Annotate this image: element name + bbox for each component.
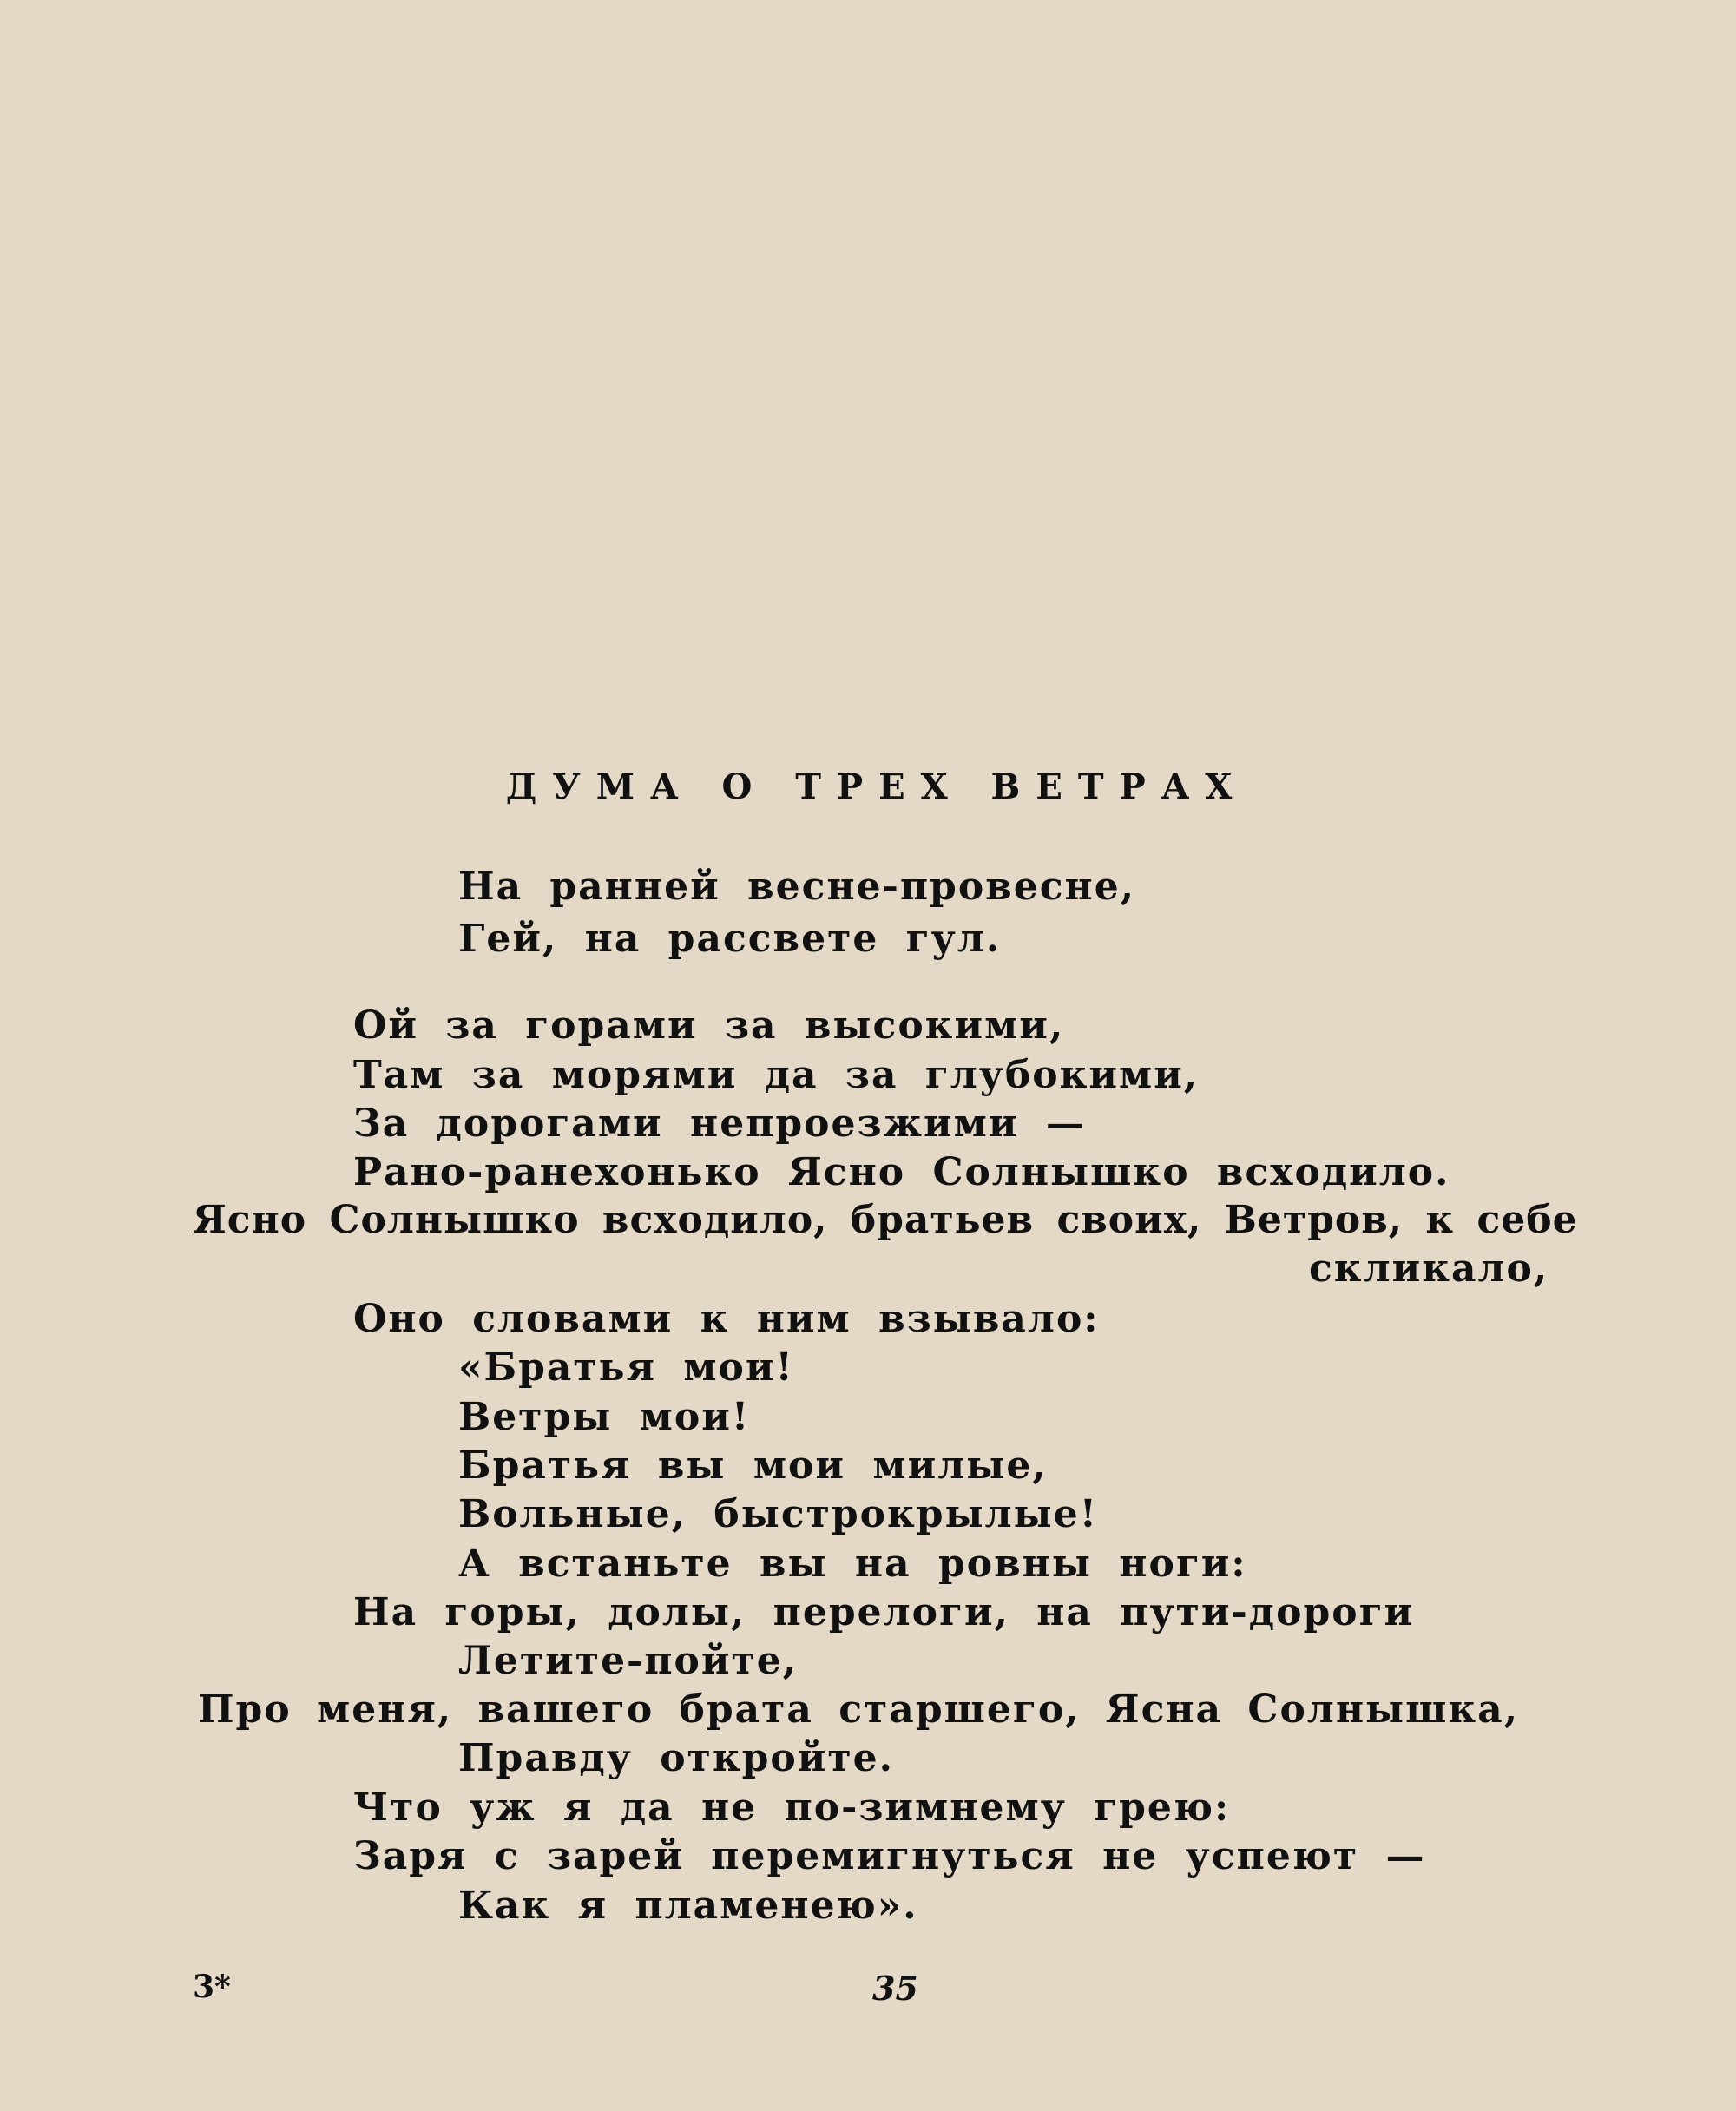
poem-line: Как я пламенею». [458, 1884, 918, 1928]
poem-title: ДУМА О ТРЕХ ВЕТРАХ [505, 766, 1248, 807]
poem-line: А встаньте вы на ровны ноги: [458, 1542, 1247, 1586]
poem-line: Про меня, вашего брата старшего, Ясна Солнышка, [198, 1687, 1520, 1732]
poem-line: Ясно Солнышко всходило, братьев своих, Ветров, к себе [193, 1198, 1578, 1242]
poem-line: На горы, долы, перелоги, на пути-дороги [353, 1590, 1415, 1634]
poem-line: Летите-пойте, [458, 1639, 799, 1683]
poem-line-continuation: скликало, [1309, 1246, 1549, 1291]
poem-line: Братья вы мои милые, [458, 1444, 1048, 1488]
poem-line: Заря с зарей перемигнуться не успеют — [353, 1834, 1426, 1878]
poem-line: Вольные, быстрокрылые! [458, 1492, 1099, 1536]
poem-line: «Братья мои! [458, 1345, 794, 1390]
poem-line: За дорогами непроезжими — [353, 1102, 1086, 1146]
poem-line: Оно словами к ним взывало: [353, 1297, 1100, 1341]
poem-line: Там за морями да за глубокими, [353, 1053, 1200, 1097]
poem-line: Рано-ранехонько Ясно Солнышко всходило. [353, 1150, 1450, 1194]
signature-mark: 3* [193, 1969, 231, 2005]
poem-line: Ой за горами за высокими, [353, 1003, 1065, 1048]
poem-line: На ранней весне-провесне, [458, 865, 1136, 909]
poem-line: Гей, на рассвете гул. [458, 917, 1002, 961]
page-number: 35 [872, 1969, 918, 2008]
poem-line: Что уж я да не по-зимнему грею: [353, 1785, 1231, 1830]
poem-line: Правду откройте. [458, 1736, 894, 1780]
poem-line: Ветры мои! [458, 1395, 751, 1439]
